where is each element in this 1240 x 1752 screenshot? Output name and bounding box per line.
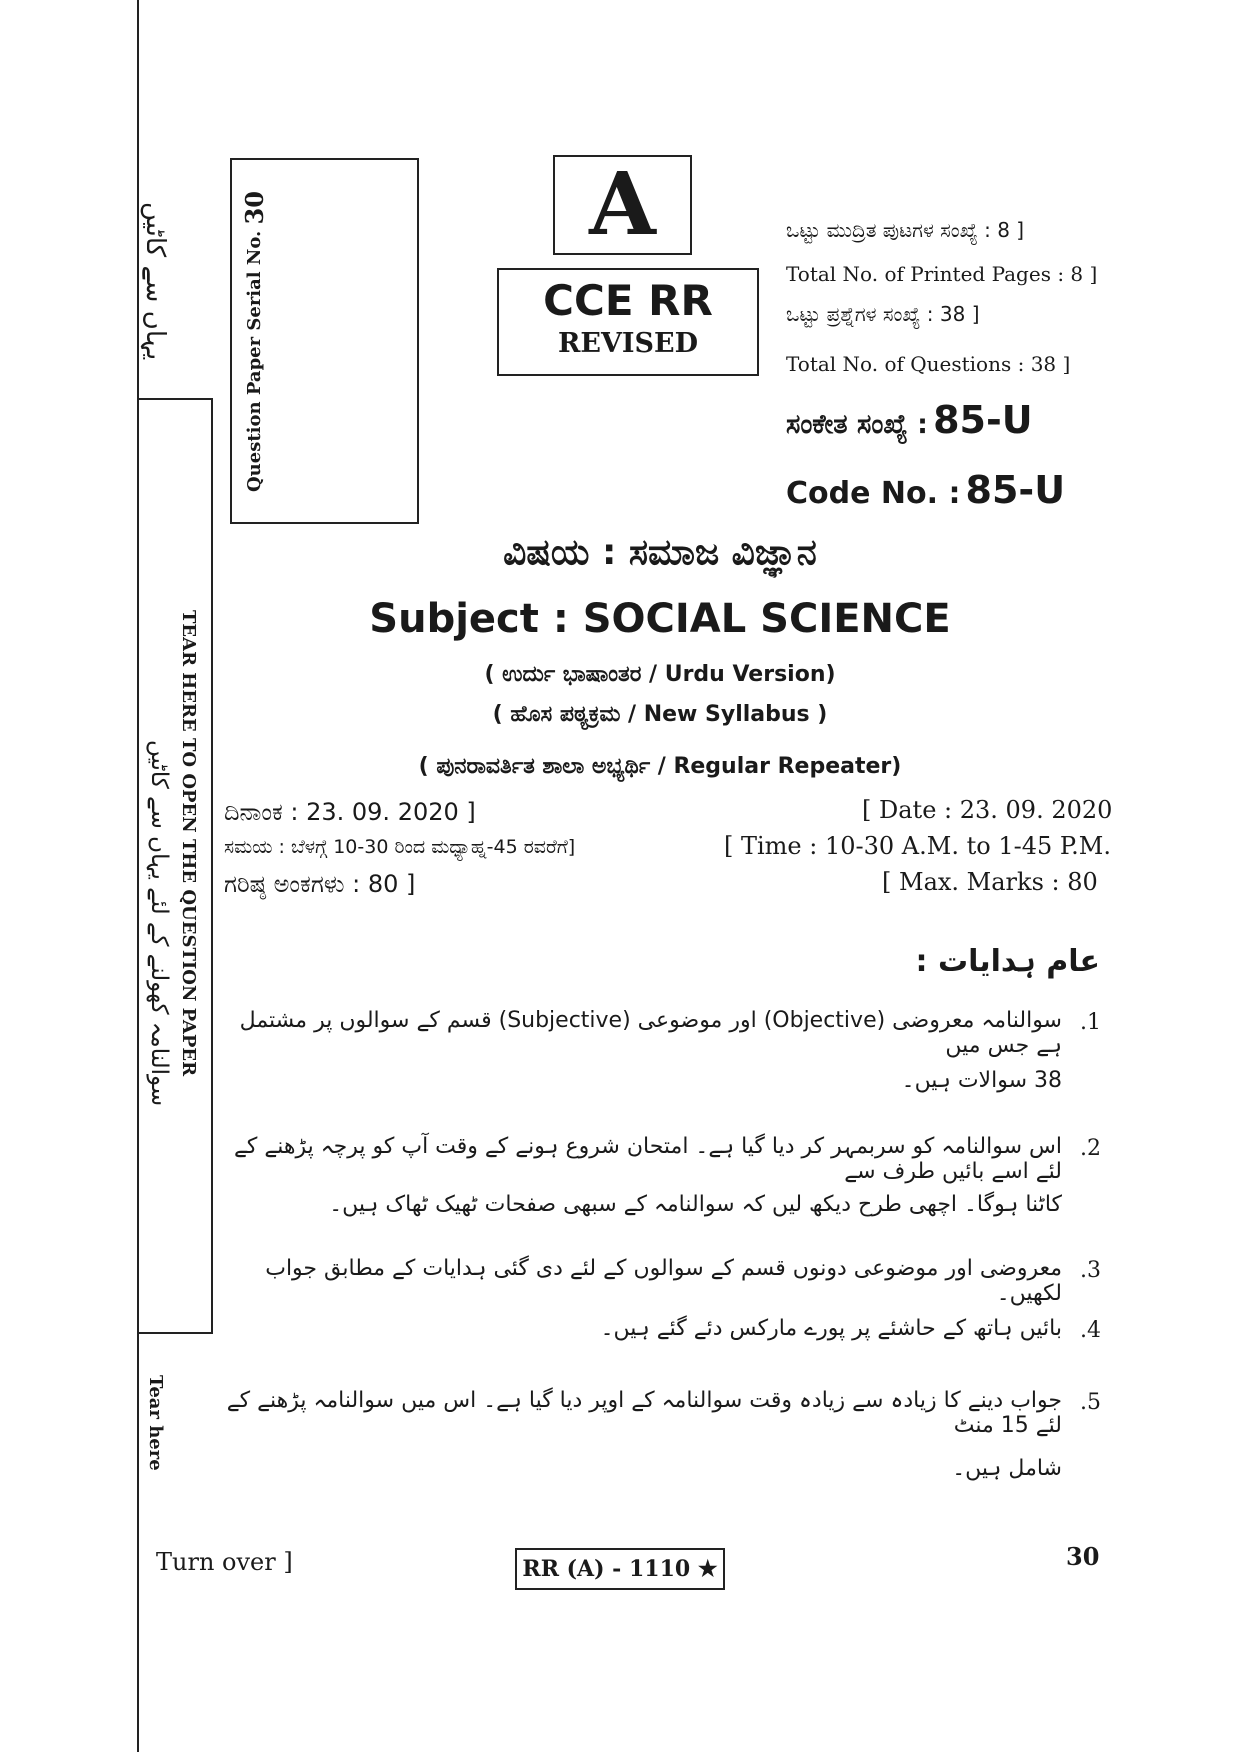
margin-urdu-top: یہاں سے کاٹیں — [140, 201, 170, 360]
instruction-5-number: .5 — [1080, 1390, 1101, 1415]
instruction-2-text: اس سوالنامہ کو سربمہر کر دیا گیا ہے۔ امتحان شروع ہونے کے وقت آپ کو پرچہ پڑھنے کے لئے اسے بائیں طرف سے — [234, 1134, 1062, 1184]
pages-english: Total No. of Printed Pages : 8 ] — [786, 262, 1098, 286]
version-line: ( ಉರ್ದು ಭಾಷಾಂತರ / Urdu Version) — [484, 662, 836, 687]
date-english: [ Date : 23. 09. 2020 — [862, 796, 1113, 824]
date-kannada: ದಿನಾಂಕ : 23. 09. 2020 ] — [224, 798, 476, 826]
instruction-5-text: جواب دینے کا زیادہ سے زیادہ وقت سوالنامہ کے اوپر دیا گیا ہے۔ اس میں سوالنامہ پڑھنے کے لئے 15 منٹ — [226, 1388, 1062, 1438]
code-kannada-label: ಸಂಕೇತ ಸಂಖ್ಯೆ : — [786, 409, 928, 440]
code-value: 85-U — [965, 468, 1066, 512]
questions-kannada: ಒಟ್ಟು ಪ್ರಶ್ನೆಗಳ ಸಂಖ್ಯೆ : 38 ] — [786, 302, 980, 326]
code-kannada-row — [786, 398, 1033, 442]
code-english-label: Code No. : — [786, 476, 961, 511]
marks-kannada: ಗರಿಷ್ಠ ಅಂಕಗಳು : 80 ] — [224, 870, 416, 898]
code-value-kannada: 85-U — [933, 398, 1033, 442]
syllabus-line: ( ಹೊಸ ಪಠ್ಯಕ್ರಮ / New Syllabus ) — [492, 702, 828, 727]
instruction-3-number: .3 — [1080, 1258, 1101, 1283]
course-box — [497, 268, 759, 376]
serial-label-text: Question Paper Serial No. — [244, 230, 265, 492]
tear-here-label: Tear here — [145, 1375, 166, 1471]
instruction-1-number: .1 — [1080, 1010, 1101, 1035]
instruction-5-cont: شامل ہیں۔ — [952, 1456, 1062, 1481]
version-letter: A — [553, 155, 692, 255]
instruction-4-number: .4 — [1080, 1318, 1101, 1343]
questions-english: Total No. of Questions : 38 ] — [786, 352, 1071, 376]
serial-number: 30 — [240, 190, 269, 225]
instruction-1-text: سوالنامہ معروضی (Objective) اور موضوعی (Subjective) قسم کے سوالوں پر مشتمل ہے جس میں — [239, 1008, 1062, 1058]
pages-kannada: ಒಟ್ಟು ಮುದ್ರಿತ ಪುಟಗಳ ಸಂಖ್ಯೆ : 8 ] — [786, 218, 1025, 242]
instruction-4-text: بائیں ہاتھ کے حاشئے پر پورے مارکس دئے گئے ہیں۔ — [600, 1316, 1062, 1341]
page-number: 30 — [1066, 1542, 1100, 1571]
turn-over: Turn over ] — [156, 1548, 293, 1576]
instructions-heading: عام ہدایات : — [915, 944, 1100, 979]
subject-english: Subject : SOCIAL SCIENCE — [369, 596, 951, 642]
course-subtitle: REVISED — [557, 328, 699, 359]
instruction-2-cont: کاٹنا ہوگا۔ اچھی طرح دیکھ لیں کہ سوالنامہ کے سبھی صفحات ٹھیک ٹھاک ہیں۔ — [329, 1192, 1062, 1217]
time-english: [ Time : 10-30 A.M. to 1-45 P.M. — [724, 832, 1111, 860]
marks-english: [ Max. Marks : 80 — [882, 868, 1098, 896]
instruction-1-cont: 38 سوالات ہیں۔ — [901, 1068, 1062, 1093]
code-english-row — [786, 468, 1065, 512]
candidate-line: ( ಪುನರಾವರ್ತಿತ ಶಾಲಾ ಅಭ್ಯರ್ಥಿ / Regular Repeater) — [418, 754, 902, 779]
serial-label — [240, 192, 269, 492]
course-title: CCE RR — [543, 276, 713, 325]
paper-code: RR (A) - 1110 ★ — [515, 1548, 725, 1590]
tear-instruction-urdu: سوالنامہ کھولنے کے لئے یہاں سے کاٹیں — [146, 740, 172, 1107]
instruction-2-number: .2 — [1080, 1136, 1101, 1161]
instruction-3-text: معروضی اور موضوعی دونوں قسم کے سوالوں کے لئے دی گئی ہدایات کے مطابق جواب لکھیں۔ — [265, 1256, 1062, 1306]
time-kannada: ಸಮಯ : ಬೆಳಗ್ಗೆ 10-30 ರಿಂದ ಮಧ್ಯಾಹ್ನ-45 ರವರೆಗೆ] — [224, 836, 576, 858]
subject-kannada: ವಿಷಯ : ಸಮಾಜ ವಿಜ್ಞಾನ — [503, 532, 817, 573]
tear-instruction: TEAR HERE TO OPEN THE QUESTION PAPER — [178, 610, 199, 1077]
